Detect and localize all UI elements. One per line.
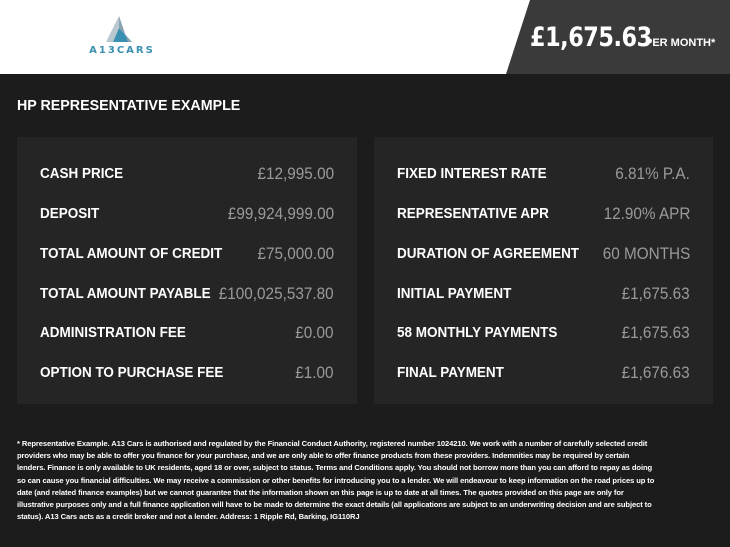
row-label: REPRESENTATIVE APR	[397, 206, 549, 222]
row-total-payable	[17, 282, 357, 306]
row-label: 58 MONTHLY PAYMENTS	[397, 325, 558, 341]
header-bar	[0, 0, 730, 74]
row-value: £12,995.00	[257, 164, 334, 183]
row-value: £1.00	[295, 363, 334, 382]
row-value: £1,676.63	[621, 363, 690, 382]
section-title: HP REPRESENTATIVE EXAMPLE	[17, 97, 241, 114]
row-value: 60 MONTHS	[602, 244, 690, 263]
row-label: DURATION OF AGREEMENT	[397, 246, 580, 262]
row-value: 12.90% APR	[603, 204, 690, 223]
finance-panel-left	[17, 137, 357, 404]
row-label: TOTAL AMOUNT OF CREDIT	[40, 246, 223, 262]
row-label: OPTION TO PURCHASE FEE	[40, 365, 224, 381]
row-deposit	[17, 202, 357, 226]
row-duration	[374, 242, 713, 266]
disclaimer-text: * Representative Example. A13 Cars is authorised and regulated by the Financial Conduct Authority, registered number 1024210. We work with a number of carefully selected credit providers who may be able to offer you finance for your purchase, and we are only able to offer finance products from these providers. Indemnities may be required by certain lenders. Finance is only available to UK residents, aged 18 or over, subject to status. Terms and Conditions apply. You should not borrow more than you can afford to repay as doing so can cause you financial difficulties. We may receive a commission or other benefits for introducing you to a lender. We will endeavour to keep information on the road prices up to date (and related finance examples) but we cannot guarantee that the information shown on this page is up to date at all times. The quotes provided on this page are only for illustrative purposes only and a full finance application will have to be made to determine the exact details (all applications are subject to an underwriting decision and are subject to status). A13 Cars acts as a credit broker and not a lender. Address: 1 Ripple Rd, Barking, IG110RJ	[17, 439, 655, 522]
row-value: 6.81% P.A.	[615, 164, 690, 183]
row-final-payment	[374, 361, 713, 385]
row-total-credit	[17, 242, 357, 266]
row-value: £0.00	[295, 323, 334, 342]
row-apr	[374, 202, 713, 226]
row-label: TOTAL AMOUNT PAYABLE	[40, 286, 211, 302]
logo-text: A13CARS	[89, 45, 155, 56]
row-initial-payment	[374, 282, 713, 306]
row-value: £1,675.63	[621, 323, 690, 342]
a13-cars-logo[interactable]	[86, 15, 158, 59]
triangle-logo-icon	[104, 15, 134, 45]
per-month-label: PER MONTH*	[645, 37, 716, 49]
monthly-price: £1,675.63	[530, 22, 652, 53]
row-monthly-payments	[374, 321, 713, 345]
row-label: FINAL PAYMENT	[397, 365, 504, 381]
row-value: £100,025,537.80	[219, 284, 334, 303]
row-admin-fee	[17, 321, 357, 345]
row-value: £1,675.63	[621, 284, 690, 303]
row-value: £75,000.00	[257, 244, 334, 263]
row-label: CASH PRICE	[40, 166, 124, 182]
row-label: FIXED INTEREST RATE	[397, 166, 547, 182]
row-option-fee	[17, 361, 357, 385]
row-cash-price	[17, 162, 357, 186]
row-label: INITIAL PAYMENT	[397, 286, 512, 302]
row-value: £99,924,999.00	[227, 204, 334, 223]
row-label: DEPOSIT	[40, 206, 100, 222]
row-interest-rate	[374, 162, 713, 186]
finance-panel-right	[374, 137, 713, 404]
row-label: ADMINISTRATION FEE	[40, 325, 186, 341]
